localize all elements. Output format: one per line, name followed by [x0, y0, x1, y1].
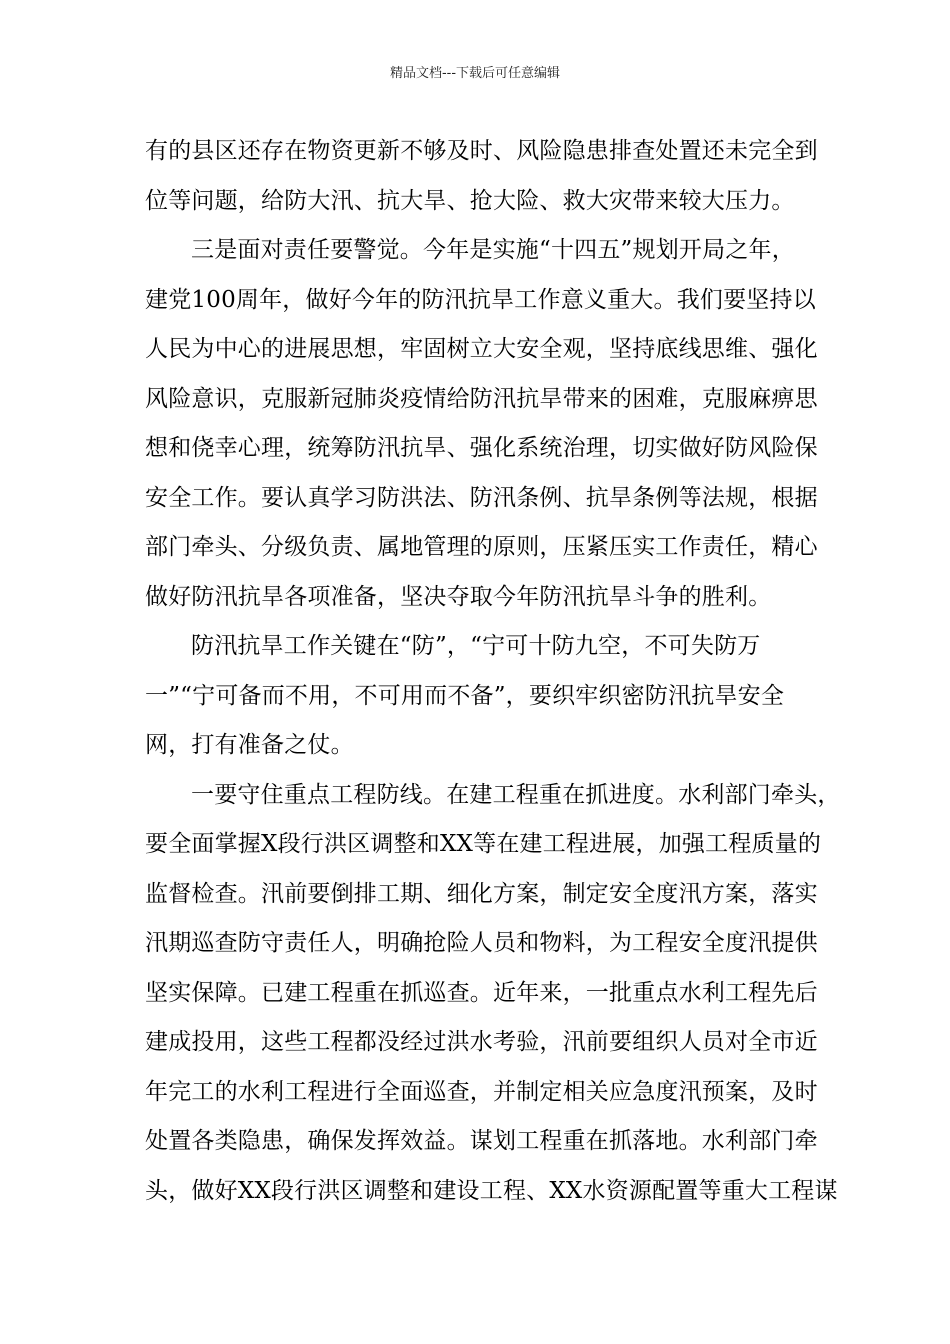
text-line: 风险意识，克服新冠肺炎疫情给防汛抗旱带来的困难，克服麻痹思	[145, 385, 818, 412]
text-line: 部门牵头、分级负责、属地管理的原则，压紧压实工作责任，精心	[145, 534, 818, 560]
text-line: 做好防汛抗旱各项准备，坚决夺取今年防汛抗旱斗争的胜利。	[145, 583, 772, 610]
text-line: 汛期巡查防守责任人，明确抢险人员和物料，为工程安全度汛提供	[145, 930, 818, 956]
text-line: 监督检查。汛前要倒排工期、细化方案，制定安全度汛方案，落实	[145, 880, 818, 907]
text-line: 建成投用，这些工程都没经过洪水考验，汛前要组织人员对全市近	[145, 1029, 818, 1055]
text-line: 建党100周年，做好今年的防汛抗旱工作意义重大。我们要坚持以	[145, 286, 816, 313]
text-line: 要全面掌握X段行洪区调整和XX等在建工程进展，加强工程质量的	[145, 831, 822, 857]
text-line: 头，做好XX段行洪区调整和建设工程、XX水资源配置等重大工程谋	[145, 1177, 838, 1204]
text-line: 网，打有准备之仗。	[145, 732, 354, 758]
text-line: 想和侥幸心理，统筹防汛抗旱、强化系统治理，切实做好防风险保	[145, 435, 818, 461]
document-body	[145, 127, 841, 1216]
paragraph-start-line: 一要守住重点工程防线。在建工程重在抓进度。水利部门牵头，	[191, 781, 841, 808]
text-line: 处置各类隐患，确保发挥效益。谋划工程重在抓落地。水利部门牵	[145, 1128, 818, 1154]
text-line: 有的县区还存在物资更新不够及时、风险隐患排查处置还未完全到	[145, 138, 818, 164]
text-line: 位等问题，给防大汛、抗大旱、抢大险、救大灾带来较大压力。	[145, 187, 795, 214]
text-line: 人民为中心的进展思想，牢固树立大安全观，坚持底线思维、强化	[145, 336, 818, 362]
paragraph-start-line: 防汛抗旱工作关键在“防”，“宁可十防九空，不可失防万	[191, 633, 761, 659]
text-line: 一”“宁可备而不用，不可用而不备”，要织牢织密防汛抗旱安全	[145, 682, 785, 709]
text-line: 安全工作。要认真学习防洪法、防汛条例、抗旱条例等法规，根据	[145, 484, 818, 511]
text-line: 坚实保障。已建工程重在抓巡查。近年来，一批重点水利工程先后	[145, 979, 818, 1006]
text-line: 年完工的水利工程进行全面巡查，并制定相关应急度汛预案，及时	[145, 1078, 818, 1105]
page-header: 精品文档---下载后可任意编辑	[389, 66, 561, 81]
paragraph-start-line: 三是面对责任要警觉。今年是实施“十四五”规划开局之年，	[191, 237, 795, 263]
